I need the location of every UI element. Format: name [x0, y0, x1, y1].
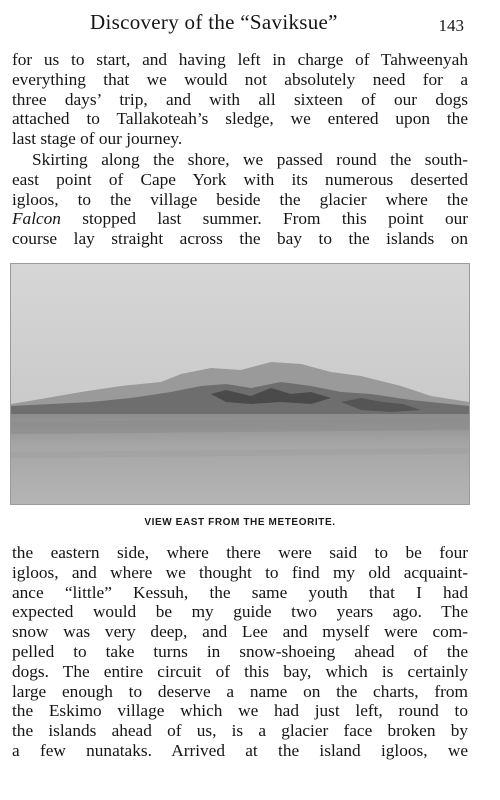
figure-caption: VIEW EAST FROM THE METEORITE.	[144, 517, 336, 528]
text-line-rest: stopped last summer. From this point our	[82, 209, 468, 229]
text-line: Skirting along the shore, we passed round the south-	[32, 150, 468, 169]
text-line: igloos, to the village beside the glacier where the	[12, 189, 468, 209]
paragraph-eastern-side	[12, 543, 468, 761]
text-line: course lay straight across the bay to the islands on	[12, 229, 468, 249]
landscape-illustration	[11, 264, 469, 504]
text-line: large enough to deserve a name on the charts, from	[12, 681, 468, 701]
text-line: the Eskimo village which we had just left, round to	[12, 701, 468, 721]
running-head	[0, 6, 500, 40]
running-title: Discovery of the “Saviksue”	[90, 10, 338, 34]
text-line: everything that we would not absolutely need for a	[12, 69, 468, 89]
paragraph-skirting	[12, 150, 468, 249]
text-line: a few nunataks. Arrived at the island igloos, we	[12, 740, 468, 760]
text-line: for us to start, and having left in charge of Tahweenyah	[12, 50, 468, 69]
text-line: igloos, and where we thought to find my old acquaint-	[12, 562, 468, 582]
text-line-with-ship-name	[12, 209, 468, 229]
text-line: last stage of our journey.	[12, 129, 183, 149]
text-line: three days’ trip, and with all sixteen of our dogs	[12, 89, 468, 109]
text-line: snow was very deep, and Lee and myself were com-	[12, 622, 468, 642]
ship-name: Falcon	[12, 209, 61, 229]
text-line: ance “little” Kessuh, the same youth that I had	[12, 582, 468, 602]
text-line: dogs. The entire circuit of this bay, which is certainly	[12, 661, 468, 681]
text-line: expected would be my guide two years ago. The	[12, 602, 468, 622]
text-line: east point of Cape York with its numerous deserted	[12, 169, 468, 189]
text-line: attached to Tallakoteah’s sledge, we entered upon the	[12, 109, 468, 129]
page-number: 143	[438, 16, 464, 35]
text-line: the islands ahead of us, is a glacier face broken by	[12, 721, 468, 741]
paragraph-continued	[12, 50, 468, 149]
halftone-photograph	[10, 263, 470, 505]
text-line: the eastern side, where there were said to be four	[12, 543, 468, 562]
text-line: pelled to take turns in snow-shoeing ahead of the	[12, 641, 468, 661]
